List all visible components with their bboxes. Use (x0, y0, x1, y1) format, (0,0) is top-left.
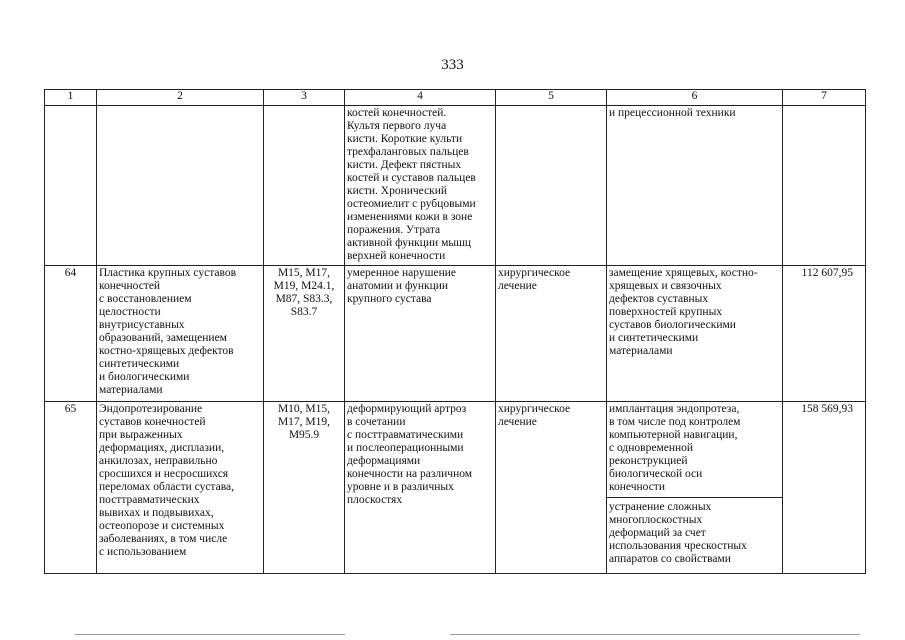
table-row (45, 266, 866, 402)
treatment-method-line: биологической оси (609, 468, 703, 480)
treatment-method-line: в том числе под контролем (609, 416, 741, 428)
cost-cell: 112 607,95 (783, 266, 866, 402)
procedure-name-line: образований, замещением (99, 332, 227, 344)
treatment-method-line: конечности (609, 481, 665, 493)
treatment-method-line: и синтетическими (609, 332, 699, 344)
procedure-name-cell (97, 266, 264, 402)
treatment-method-block (609, 107, 780, 120)
procedure-name-line: при выраженных (99, 429, 183, 441)
procedure-name-line: с использованием (99, 546, 187, 558)
procedure-name-line: целостности (99, 306, 161, 318)
header-col-3: 3 (264, 90, 345, 106)
procedure-name-line: остеопорозе и системных (99, 520, 225, 532)
procedures-table (44, 89, 866, 574)
patient-model-line: кисти. Короткие культи (347, 133, 463, 145)
treatment-type-line: хирургическое (498, 403, 571, 415)
patient-model-line: кисти. Хронический (347, 185, 448, 197)
patient-model-line: крупного сустава (347, 293, 432, 305)
diagnosis-codes-cell (264, 106, 345, 266)
patient-model-line: поражения. Утрата (347, 224, 441, 236)
procedure-name-line: сросшихся и несросшихся (99, 468, 229, 480)
treatment-method-block (607, 403, 782, 498)
patient-model-line: с посттравматическими (347, 429, 464, 441)
patient-model-line: изменениями кожи в зоне (347, 211, 473, 223)
cost-cell: 158 569,93 (783, 402, 866, 574)
treatment-method-line: суставов биологическими (609, 319, 736, 331)
patient-model-line: кисти. Дефект пястных (347, 159, 462, 171)
treatment-method-line: аппаратов со свойствами (609, 553, 731, 565)
treatment-method-line: устранение сложных (609, 501, 712, 513)
header-col-2: 2 (97, 90, 264, 106)
patient-model-line: активной функции мышц (347, 237, 472, 249)
treatment-method-line: материалами (609, 345, 673, 357)
row-number-cell: 65 (45, 402, 97, 574)
patient-model-line: и послеоперационными (347, 442, 464, 454)
procedure-name-line: суставов конечностей (99, 416, 206, 428)
patient-model-line: остеомиелит с рубцовыми (347, 198, 476, 210)
diagnosis-code-line: M19, M24.1, (273, 280, 335, 292)
treatment-method-line: многоплоскостных (609, 514, 703, 526)
patient-model-line: трехфаланговых пальцев (347, 146, 469, 158)
patient-model-line: верхней конечности (347, 250, 446, 262)
header-col-5: 5 (496, 90, 607, 106)
patient-model-line: Культя первого луча (347, 120, 447, 132)
treatment-method-line: имплантация эндопротеза, (609, 403, 740, 415)
treatment-method-cell (607, 106, 783, 266)
procedure-name-line: деформациях, дисплазии, (99, 442, 225, 454)
procedure-name-line: внутрисуставных (99, 319, 185, 331)
treatment-type-line: лечение (498, 416, 537, 428)
procedure-name-line: Пластика крупных суставов (99, 267, 237, 279)
patient-model-cell (345, 402, 496, 574)
treatment-type-line: лечение (498, 280, 537, 292)
patient-model-line: умеренное нарушение (347, 267, 456, 279)
treatment-type-cell (496, 402, 607, 574)
diagnosis-code-line: M10, M15, (277, 403, 331, 415)
procedure-name-line: переломах области сустава, (99, 481, 234, 493)
treatment-type-cell (496, 266, 607, 402)
diagnosis-codes-cell (264, 402, 345, 574)
patient-model-line: костей конечностей. (347, 107, 447, 119)
treatment-method-line: хрящевых и связочных (609, 280, 722, 292)
procedure-name-line: Эндопротезирование (99, 403, 203, 415)
header-col-6: 6 (607, 90, 783, 106)
table-header-row (45, 90, 866, 106)
treatment-type-line: хирургическое (498, 267, 571, 279)
patient-model-cell (345, 266, 496, 402)
patient-model-line: костей и суставов пальцев (347, 172, 476, 184)
patient-model-cell (345, 106, 496, 266)
treatment-method-line: реконструкцией (609, 455, 688, 467)
treatment-method-line: замещение хрящевых, костно- (609, 267, 758, 279)
diagnosis-code-line: S83.7 (290, 306, 318, 318)
header-col-4: 4 (345, 90, 496, 106)
table-row (45, 402, 866, 574)
procedure-name-line: анкилозах, неправильно (99, 455, 218, 467)
header-col-7: 7 (783, 90, 866, 106)
cost-cell (783, 106, 866, 266)
procedure-name-line: конечностей (99, 280, 161, 292)
procedure-name-line: с восстановлением (99, 293, 192, 305)
procedure-name-cell (97, 402, 264, 574)
row-number-cell: 64 (45, 266, 97, 402)
diagnosis-code-line: M17, M19, (277, 416, 331, 428)
treatment-method-line: поверхностей крупных (609, 306, 723, 318)
treatment-method-line: дефектов суставных (609, 293, 709, 305)
procedure-name-line: костно-хрящевых дефектов (99, 345, 234, 357)
patient-model-line: плоскостях (347, 494, 403, 506)
page-number: 333 (441, 57, 464, 73)
treatment-method-block (609, 498, 780, 566)
procedure-name-cell (97, 106, 264, 266)
procedure-name-line: синтетическими (99, 358, 180, 370)
treatment-method-line: и прецессионной техники (609, 107, 736, 119)
patient-model-line: конечности на различном (347, 468, 473, 480)
treatment-method-cell (607, 266, 783, 402)
diagnosis-code-line: M15, M17, (277, 267, 331, 279)
diagnosis-code-line: M87, S83.3, (275, 293, 333, 305)
treatment-method-line: компьютерной навигации, (609, 429, 738, 441)
procedure-name-line: заболеваниях, в том числе (99, 533, 228, 545)
treatment-type-cell (496, 106, 607, 266)
patient-model-line: в сочетании (347, 416, 406, 428)
row-number-cell (45, 106, 97, 266)
procedure-name-line: посттравматических (99, 494, 200, 506)
treatment-method-line: деформаций за счет (609, 527, 706, 539)
scan-edge-line (450, 634, 860, 635)
treatment-method-cell (607, 402, 783, 574)
patient-model-line: деформирующий артроз (347, 403, 467, 415)
diagnosis-code-line: M95.9 (288, 429, 320, 441)
treatment-method-line: с одновременной (609, 442, 694, 454)
treatment-method-line: использования чрескостных (609, 540, 747, 552)
scan-edge-line (75, 634, 345, 635)
treatment-method-block (609, 267, 780, 358)
header-col-1: 1 (45, 90, 97, 106)
patient-model-line: деформациями (347, 455, 421, 467)
table-row (45, 106, 866, 266)
procedure-name-line: вывихах и подвывихах, (99, 507, 214, 519)
procedure-name-line: и биологическими (99, 371, 190, 383)
patient-model-line: анатомии и функции (347, 280, 449, 292)
patient-model-line: уровне и в различных (347, 481, 454, 493)
diagnosis-codes-cell (264, 266, 345, 402)
procedure-name-line: материалами (99, 384, 163, 396)
